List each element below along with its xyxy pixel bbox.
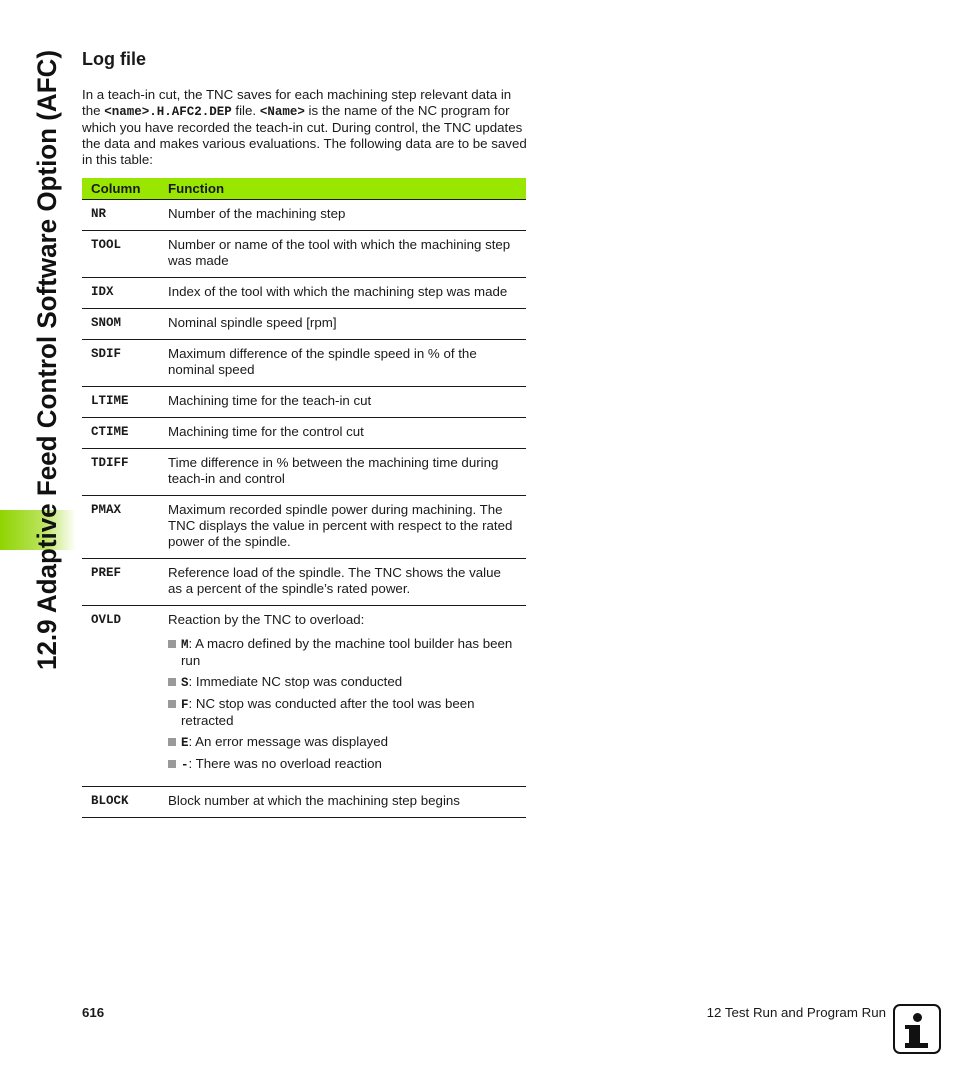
cell-column: TDIFF [82, 449, 159, 496]
cell-function: Number or name of the tool with which the machining step was made [159, 231, 526, 278]
cell-function: Index of the tool with which the machining step was made [159, 278, 526, 309]
cell-function: Reference load of the spindle. The TNC shows the value as a percent of the spindle’s rated power. [159, 559, 526, 606]
reaction-key: M [181, 638, 189, 652]
reaction-key: F [181, 698, 189, 712]
intro-paragraph [82, 87, 527, 168]
list-item [168, 674, 518, 691]
table-row [82, 340, 526, 387]
table-row [82, 496, 526, 559]
cell-column: OVLD [82, 606, 159, 787]
intro-name-token: <Name> [259, 105, 305, 119]
cell-function: Machining time for the control cut [159, 418, 526, 449]
table-row [82, 200, 526, 231]
intro-filename: <name>.H.AFC2.DEP [104, 105, 232, 119]
table-row [82, 606, 526, 787]
list-item [168, 734, 518, 751]
table-row [82, 418, 526, 449]
reaction-text: : There was no overload reaction [188, 756, 382, 771]
table-row [82, 309, 526, 340]
square-bullet-icon [168, 700, 176, 708]
reaction-key: E [181, 736, 189, 750]
square-bullet-icon [168, 760, 176, 768]
cell-column: TOOL [82, 231, 159, 278]
cell-column: BLOCK [82, 787, 159, 818]
page-number: 616 [82, 1005, 105, 1020]
list-item [168, 696, 518, 729]
chapter-footer: 12 Test Run and Program Run [706, 1005, 886, 1020]
section-heading: Log file [82, 49, 146, 69]
ovld-reaction-list [168, 636, 518, 773]
reaction-text: : Immediate NC stop was conducted [188, 674, 403, 689]
list-item [168, 756, 518, 773]
cell-column: NR [82, 200, 159, 231]
cell-function: Maximum recorded spindle power during machining. The TNC displays the value in percent with respect to the rated power of the spindle. [159, 496, 526, 559]
reaction-text: : An error message was displayed [188, 734, 389, 749]
reaction-key: - [181, 758, 189, 772]
list-item [168, 636, 518, 669]
cell-column: SDIF [82, 340, 159, 387]
cell-column: LTIME [82, 387, 159, 418]
table-row [82, 787, 526, 818]
table-row [82, 231, 526, 278]
cell-column: IDX [82, 278, 159, 309]
log-file-table [82, 178, 526, 818]
side-chapter-title-text: 12.9 Adaptive Feed Control Software Option (AFC) [32, 25, 62, 670]
cell-column: CTIME [82, 418, 159, 449]
table-row [82, 387, 526, 418]
cell-column: PMAX [82, 496, 159, 559]
ovld-description: Reaction by the TNC to overload: [168, 612, 365, 627]
cell-function: Machining time for the teach-in cut [159, 387, 526, 418]
cell-function: Block number at which the machining step begins [159, 787, 526, 818]
cell-function: Time difference in % between the machining time during teach-in and control [159, 449, 526, 496]
intro-text-3: is the name of the NC program for which you have recorded the teach-in cut. During control, the TNC updates the data and makes various evaluations. The following data are to be saved in this table: [82, 103, 527, 167]
table-row [82, 449, 526, 496]
cell-function [159, 606, 526, 787]
cell-column: SNOM [82, 309, 159, 340]
cell-column: PREF [82, 559, 159, 606]
header-function: Function [159, 178, 526, 200]
reaction-key: S [181, 676, 189, 690]
square-bullet-icon [168, 640, 176, 648]
reaction-text: : NC stop was conducted after the tool was been retracted [181, 696, 475, 728]
intro-text-2: file. [231, 103, 260, 118]
side-chapter-title [20, 25, 64, 670]
header-column: Column [82, 178, 159, 200]
info-icon [893, 1004, 941, 1054]
cell-function: Number of the machining step [159, 200, 526, 231]
cell-function: Maximum difference of the spindle speed in % of the nominal speed [159, 340, 526, 387]
square-bullet-icon [168, 738, 176, 746]
table-row [82, 278, 526, 309]
cell-function: Nominal spindle speed [rpm] [159, 309, 526, 340]
table-row [82, 559, 526, 606]
table-header-row [82, 178, 526, 200]
intro-text-1: In a teach-in cut, the TNC saves for each machining step relevant data in the [82, 87, 512, 118]
square-bullet-icon [168, 678, 176, 686]
reaction-text: : A macro defined by the machine tool builder has been run [181, 636, 513, 668]
